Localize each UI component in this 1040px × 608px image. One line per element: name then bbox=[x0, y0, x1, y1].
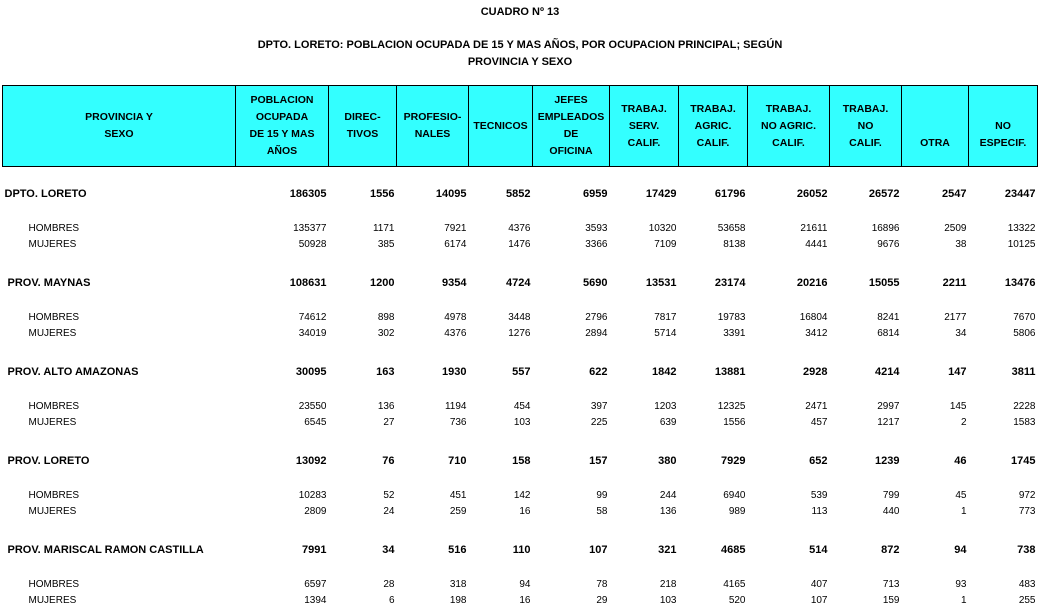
population-table bbox=[2, 85, 1038, 608]
cell-value: 16896 bbox=[830, 220, 902, 236]
cell-value: 1203 bbox=[610, 398, 679, 414]
row-label: MUJERES bbox=[3, 236, 236, 252]
mujeres-row bbox=[3, 325, 1038, 341]
cell-value: 5714 bbox=[610, 325, 679, 341]
cell-value: 50928 bbox=[236, 236, 329, 252]
cuadro-number: CUADRO Nº 13 bbox=[0, 6, 1040, 18]
cell-value: 255 bbox=[969, 592, 1038, 608]
cell-value: 99 bbox=[533, 487, 610, 503]
cell-value: 24 bbox=[329, 503, 397, 519]
spacer-row bbox=[3, 341, 1038, 365]
cell-value: 1842 bbox=[610, 365, 679, 378]
cell-value: 454 bbox=[469, 398, 533, 414]
cell-value: 451 bbox=[397, 487, 469, 503]
cell-value: 93 bbox=[902, 576, 969, 592]
row-label: PROV. ALTO AMAZONAS bbox=[3, 365, 236, 378]
cell-value: 1 bbox=[902, 503, 969, 519]
cell-value: 34 bbox=[329, 543, 397, 556]
cell-value: 107 bbox=[748, 592, 830, 608]
cell-value: 46 bbox=[902, 454, 969, 467]
cell-value: 6940 bbox=[679, 487, 748, 503]
cell-value: 1171 bbox=[329, 220, 397, 236]
cell-value: 135377 bbox=[236, 220, 329, 236]
hombres-row bbox=[3, 398, 1038, 414]
cell-value: 7991 bbox=[236, 543, 329, 556]
cell-value: 514 bbox=[748, 543, 830, 556]
cell-value: 157 bbox=[533, 454, 610, 467]
cell-value: 2928 bbox=[748, 365, 830, 378]
cell-value: 158 bbox=[469, 454, 533, 467]
cell-value: 13531 bbox=[610, 276, 679, 289]
cell-value: 2509 bbox=[902, 220, 969, 236]
cell-value: 34 bbox=[902, 325, 969, 341]
cell-value: 76 bbox=[329, 454, 397, 467]
spacer-row bbox=[3, 252, 1038, 276]
cell-value: 6 bbox=[329, 592, 397, 608]
cell-value: 159 bbox=[830, 592, 902, 608]
cell-value: 302 bbox=[329, 325, 397, 341]
cell-value: 74612 bbox=[236, 309, 329, 325]
cell-value: 1276 bbox=[469, 325, 533, 341]
cell-value: 318 bbox=[397, 576, 469, 592]
cell-value: 3448 bbox=[469, 309, 533, 325]
table-header bbox=[3, 86, 1038, 167]
mujeres-row bbox=[3, 236, 1038, 252]
cell-value: 2228 bbox=[969, 398, 1038, 414]
cell-value: 4441 bbox=[748, 236, 830, 252]
cell-value: 53658 bbox=[679, 220, 748, 236]
cell-value: 259 bbox=[397, 503, 469, 519]
cell-value: 872 bbox=[830, 543, 902, 556]
cell-value: 773 bbox=[969, 503, 1038, 519]
row-label: DPTO. LORETO bbox=[3, 187, 236, 200]
column-header: POBLACION OCUPADA DE 15 Y MAS AÑOS bbox=[236, 86, 329, 167]
column-header: JEFES EMPLEADOS DE OFICINA bbox=[533, 86, 610, 167]
table-title-line1: DPTO. LORETO: POBLACION OCUPADA DE 15 Y MAS AÑOS, POR OCUPACION PRINCIPAL; SEGÚN bbox=[0, 39, 1040, 51]
cell-value: 103 bbox=[610, 592, 679, 608]
cell-value: 225 bbox=[533, 414, 610, 430]
cell-value: 23550 bbox=[236, 398, 329, 414]
hombres-row bbox=[3, 487, 1038, 503]
cell-value: 4685 bbox=[679, 543, 748, 556]
cell-value: 7670 bbox=[969, 309, 1038, 325]
cell-value: 483 bbox=[969, 576, 1038, 592]
cell-value: 9676 bbox=[830, 236, 902, 252]
cell-value: 14095 bbox=[397, 187, 469, 200]
cell-value: 145 bbox=[902, 398, 969, 414]
cell-value: 13322 bbox=[969, 220, 1038, 236]
cell-value: 29 bbox=[533, 592, 610, 608]
row-label: HOMBRES bbox=[3, 576, 236, 592]
cell-value: 1194 bbox=[397, 398, 469, 414]
mujeres-row bbox=[3, 592, 1038, 608]
cell-value: 16804 bbox=[748, 309, 830, 325]
total-row bbox=[3, 543, 1038, 556]
cell-value: 5852 bbox=[469, 187, 533, 200]
spacer-row bbox=[3, 289, 1038, 309]
cell-value: 6959 bbox=[533, 187, 610, 200]
cell-value: 5806 bbox=[969, 325, 1038, 341]
mujeres-row bbox=[3, 503, 1038, 519]
cell-value: 38 bbox=[902, 236, 969, 252]
cell-value: 16 bbox=[469, 503, 533, 519]
row-label: PROV. MARISCAL RAMON CASTILLA bbox=[3, 543, 236, 556]
cell-value: 10125 bbox=[969, 236, 1038, 252]
cell-value: 7929 bbox=[679, 454, 748, 467]
cell-value: 218 bbox=[610, 576, 679, 592]
cell-value: 2796 bbox=[533, 309, 610, 325]
cell-value: 1217 bbox=[830, 414, 902, 430]
column-header: TRABAJ. SERV. CALIF. bbox=[610, 86, 679, 167]
cell-value: 2809 bbox=[236, 503, 329, 519]
cell-value: 407 bbox=[748, 576, 830, 592]
cell-value: 26572 bbox=[830, 187, 902, 200]
cell-value: 34019 bbox=[236, 325, 329, 341]
cell-value: 1930 bbox=[397, 365, 469, 378]
cell-value: 2997 bbox=[830, 398, 902, 414]
row-label: HOMBRES bbox=[3, 487, 236, 503]
cell-value: 110 bbox=[469, 543, 533, 556]
cell-value: 4724 bbox=[469, 276, 533, 289]
cell-value: 898 bbox=[329, 309, 397, 325]
cell-value: 94 bbox=[902, 543, 969, 556]
cell-value: 8138 bbox=[679, 236, 748, 252]
row-label: MUJERES bbox=[3, 503, 236, 519]
cell-value: 440 bbox=[830, 503, 902, 519]
cell-value: 2211 bbox=[902, 276, 969, 289]
cell-value: 45 bbox=[902, 487, 969, 503]
cell-value: 1394 bbox=[236, 592, 329, 608]
cell-value: 652 bbox=[748, 454, 830, 467]
spacer-row bbox=[3, 378, 1038, 398]
spacer-row bbox=[3, 519, 1038, 543]
spacer-row bbox=[3, 200, 1038, 220]
cell-value: 23174 bbox=[679, 276, 748, 289]
cell-value: 4376 bbox=[469, 220, 533, 236]
cell-value: 15055 bbox=[830, 276, 902, 289]
cell-value: 4165 bbox=[679, 576, 748, 592]
cell-value: 78 bbox=[533, 576, 610, 592]
cell-value: 6545 bbox=[236, 414, 329, 430]
cell-value: 13881 bbox=[679, 365, 748, 378]
column-header: DIREC- TIVOS bbox=[329, 86, 397, 167]
cell-value: 7109 bbox=[610, 236, 679, 252]
cell-value: 107 bbox=[533, 543, 610, 556]
cell-value: 19783 bbox=[679, 309, 748, 325]
cell-value: 4978 bbox=[397, 309, 469, 325]
cell-value: 16 bbox=[469, 592, 533, 608]
row-label: HOMBRES bbox=[3, 220, 236, 236]
cell-value: 136 bbox=[610, 503, 679, 519]
cell-value: 6814 bbox=[830, 325, 902, 341]
column-header: TRABAJ. NO AGRIC. CALIF. bbox=[748, 86, 830, 167]
cell-value: 539 bbox=[748, 487, 830, 503]
row-label: PROV. MAYNAS bbox=[3, 276, 236, 289]
hombres-row bbox=[3, 576, 1038, 592]
cell-value: 710 bbox=[397, 454, 469, 467]
cell-value: 28 bbox=[329, 576, 397, 592]
cell-value: 136 bbox=[329, 398, 397, 414]
cell-value: 1476 bbox=[469, 236, 533, 252]
hombres-row bbox=[3, 220, 1038, 236]
cell-value: 244 bbox=[610, 487, 679, 503]
cell-value: 4376 bbox=[397, 325, 469, 341]
table-body bbox=[3, 167, 1038, 608]
hombres-row bbox=[3, 309, 1038, 325]
column-header: OTRA bbox=[902, 86, 969, 167]
total-row bbox=[3, 365, 1038, 378]
cell-value: 3366 bbox=[533, 236, 610, 252]
total-row bbox=[3, 276, 1038, 289]
cell-value: 6597 bbox=[236, 576, 329, 592]
cell-value: 397 bbox=[533, 398, 610, 414]
column-header: TRABAJ. AGRIC. CALIF. bbox=[679, 86, 748, 167]
cell-value: 2547 bbox=[902, 187, 969, 200]
row-label: HOMBRES bbox=[3, 309, 236, 325]
cell-value: 5690 bbox=[533, 276, 610, 289]
cell-value: 1583 bbox=[969, 414, 1038, 430]
cell-value: 94 bbox=[469, 576, 533, 592]
cell-value: 457 bbox=[748, 414, 830, 430]
cell-value: 2471 bbox=[748, 398, 830, 414]
cell-value: 58 bbox=[533, 503, 610, 519]
spacer-row bbox=[3, 430, 1038, 454]
table-title-line2: PROVINCIA Y SEXO bbox=[0, 56, 1040, 68]
cell-value: 3391 bbox=[679, 325, 748, 341]
cell-value: 385 bbox=[329, 236, 397, 252]
cell-value: 1 bbox=[902, 592, 969, 608]
cell-value: 799 bbox=[830, 487, 902, 503]
cell-value: 21611 bbox=[748, 220, 830, 236]
cell-value: 2 bbox=[902, 414, 969, 430]
cell-value: 2894 bbox=[533, 325, 610, 341]
cell-value: 3593 bbox=[533, 220, 610, 236]
cell-value: 4214 bbox=[830, 365, 902, 378]
column-header: TECNICOS bbox=[469, 86, 533, 167]
cell-value: 972 bbox=[969, 487, 1038, 503]
row-label: MUJERES bbox=[3, 592, 236, 608]
cell-value: 26052 bbox=[748, 187, 830, 200]
cell-value: 738 bbox=[969, 543, 1038, 556]
cell-value: 1556 bbox=[679, 414, 748, 430]
cell-value: 321 bbox=[610, 543, 679, 556]
cell-value: 198 bbox=[397, 592, 469, 608]
cell-value: 639 bbox=[610, 414, 679, 430]
column-header: TRABAJ. NO CALIF. bbox=[830, 86, 902, 167]
cell-value: 557 bbox=[469, 365, 533, 378]
cell-value: 30095 bbox=[236, 365, 329, 378]
row-label: HOMBRES bbox=[3, 398, 236, 414]
total-row bbox=[3, 187, 1038, 200]
cell-value: 1556 bbox=[329, 187, 397, 200]
cell-value: 736 bbox=[397, 414, 469, 430]
cell-value: 103 bbox=[469, 414, 533, 430]
spacer-row bbox=[3, 167, 1038, 188]
spacer-row bbox=[3, 556, 1038, 576]
cell-value: 12325 bbox=[679, 398, 748, 414]
cell-value: 380 bbox=[610, 454, 679, 467]
cell-value: 17429 bbox=[610, 187, 679, 200]
cell-value: 147 bbox=[902, 365, 969, 378]
cell-value: 10320 bbox=[610, 220, 679, 236]
cell-value: 3412 bbox=[748, 325, 830, 341]
cell-value: 13476 bbox=[969, 276, 1038, 289]
cell-value: 8241 bbox=[830, 309, 902, 325]
cell-value: 113 bbox=[748, 503, 830, 519]
cell-value: 52 bbox=[329, 487, 397, 503]
cell-value: 7817 bbox=[610, 309, 679, 325]
cell-value: 1200 bbox=[329, 276, 397, 289]
mujeres-row bbox=[3, 414, 1038, 430]
cell-value: 3811 bbox=[969, 365, 1038, 378]
column-header: PROFESIO- NALES bbox=[397, 86, 469, 167]
cell-value: 6174 bbox=[397, 236, 469, 252]
cell-value: 61796 bbox=[679, 187, 748, 200]
column-header: NO ESPECIF. bbox=[969, 86, 1038, 167]
cell-value: 9354 bbox=[397, 276, 469, 289]
cell-value: 142 bbox=[469, 487, 533, 503]
cell-value: 13092 bbox=[236, 454, 329, 467]
cell-value: 989 bbox=[679, 503, 748, 519]
header-row bbox=[3, 86, 1038, 167]
row-label: PROV. LORETO bbox=[3, 454, 236, 467]
cell-value: 10283 bbox=[236, 487, 329, 503]
row-label: MUJERES bbox=[3, 325, 236, 341]
spacer-row bbox=[3, 467, 1038, 487]
column-header: PROVINCIA Y SEXO bbox=[3, 86, 236, 167]
cell-value: 622 bbox=[533, 365, 610, 378]
cell-value: 20216 bbox=[748, 276, 830, 289]
cell-value: 1745 bbox=[969, 454, 1038, 467]
cell-value: 713 bbox=[830, 576, 902, 592]
cell-value: 108631 bbox=[236, 276, 329, 289]
cell-value: 163 bbox=[329, 365, 397, 378]
cell-value: 516 bbox=[397, 543, 469, 556]
cell-value: 520 bbox=[679, 592, 748, 608]
cell-value: 1239 bbox=[830, 454, 902, 467]
cell-value: 23447 bbox=[969, 187, 1038, 200]
cell-value: 2177 bbox=[902, 309, 969, 325]
row-label: MUJERES bbox=[3, 414, 236, 430]
cell-value: 7921 bbox=[397, 220, 469, 236]
total-row bbox=[3, 454, 1038, 467]
cell-value: 186305 bbox=[236, 187, 329, 200]
cell-value: 27 bbox=[329, 414, 397, 430]
